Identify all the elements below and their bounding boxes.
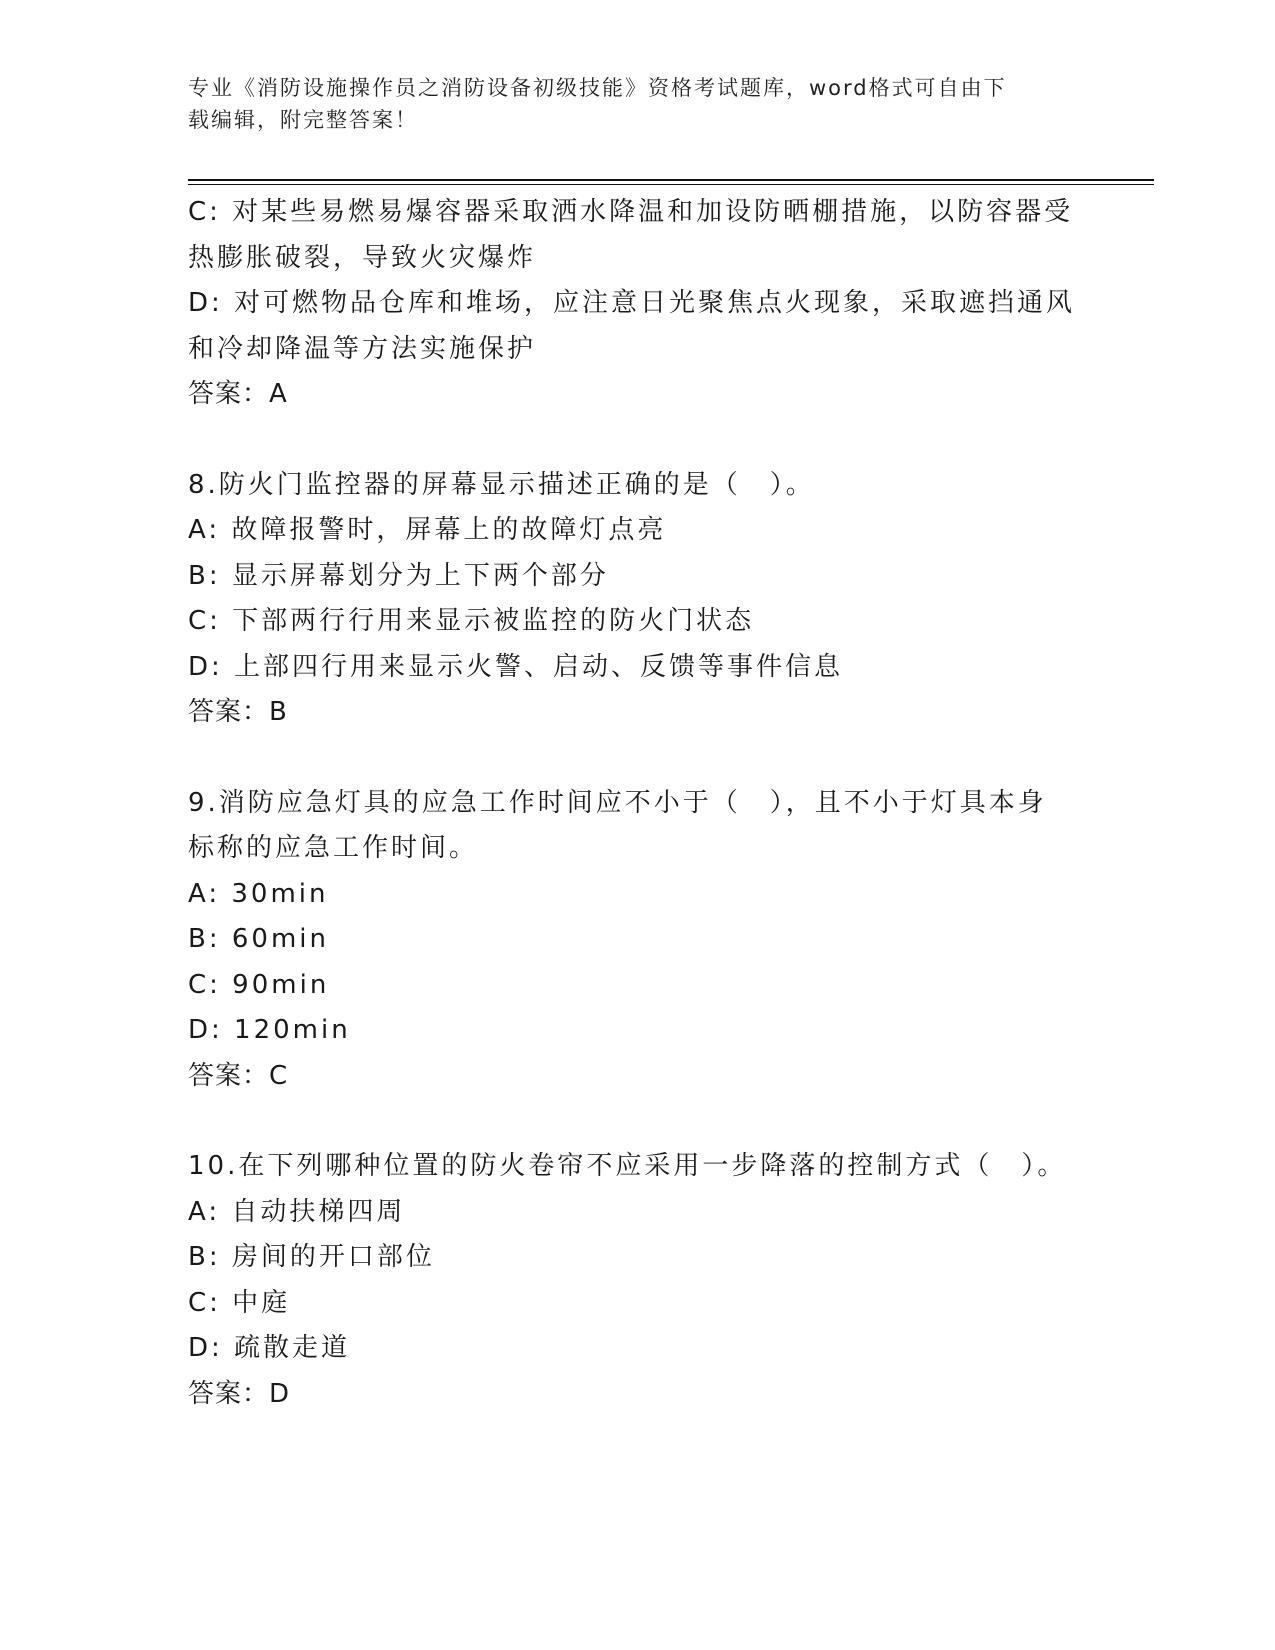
question-7-tail bbox=[188, 190, 1108, 418]
answer-8: 答案：B bbox=[188, 697, 288, 727]
question-8-text: 8.防火门监控器的屏幕显示描述正确的是（ ）。 bbox=[188, 469, 815, 500]
question-8 bbox=[188, 463, 1108, 736]
option-b: B: 显示屏幕划分为上下两个部分 bbox=[188, 560, 609, 591]
option-d: D: 上部四行用来显示火警、启动、反馈等事件信息 bbox=[188, 651, 844, 682]
question-9 bbox=[188, 781, 1108, 1100]
option-d-line-2: 和冷却降温等方法实施保护 bbox=[188, 333, 537, 364]
answer-10: 答案：D bbox=[188, 1378, 291, 1409]
option-c: C: 下部两行行用来显示被监控的防火门状态 bbox=[188, 606, 755, 636]
spacer bbox=[188, 418, 1108, 463]
option-b: B: 60min bbox=[188, 924, 329, 954]
option-c-line-2: 热膨胀破裂，导致火灾爆炸 bbox=[188, 242, 537, 273]
option-a: A: 故障报警时，屏幕上的故障灯点亮 bbox=[188, 515, 667, 545]
header-line-2: 载编辑，附完整答案！ bbox=[188, 108, 418, 132]
option-d: D: 疏散走道 bbox=[188, 1333, 351, 1363]
option-d: D: 120min bbox=[188, 1015, 351, 1045]
option-c-line-1: C: 对某些易燃易爆容器采取洒水降温和加设防晒棚措施，以防容器受 bbox=[188, 197, 1074, 227]
header-line-1: 专业《消防设施操作员之消防设备初级技能》资格考试题库，word格式可自由下 bbox=[188, 76, 1007, 100]
spacer bbox=[188, 1099, 1108, 1144]
question-10-text: 10.在下列哪种位置的防火卷帘不应采用一步降落的控制方式（ ）。 bbox=[188, 1151, 1067, 1181]
question-9-text-line-1: 9.消防应急灯具的应急工作时间应不小于（ ），且不小于灯具本身 bbox=[188, 787, 1047, 818]
answer-7: 答案：A bbox=[188, 379, 288, 409]
option-c: C: 90min bbox=[188, 969, 330, 1000]
spacer bbox=[188, 736, 1108, 781]
option-c: C: 中庭 bbox=[188, 1287, 291, 1318]
question-10 bbox=[188, 1144, 1108, 1417]
header-divider-thin bbox=[188, 184, 1154, 185]
question-9-text-line-2: 标称的应急工作时间。 bbox=[188, 833, 479, 863]
header-divider-thick bbox=[188, 179, 1154, 181]
option-a: A: 30min bbox=[188, 878, 329, 909]
option-b: B: 房间的开口部位 bbox=[188, 1242, 435, 1272]
answer-9: 答案：C bbox=[188, 1060, 289, 1091]
question-list bbox=[188, 190, 1108, 1417]
document-header bbox=[188, 72, 1088, 136]
option-a: A: 自动扶梯四周 bbox=[188, 1196, 406, 1227]
option-d-line-1: D: 对可燃物品仓库和堆场，应注意日光聚焦点火现象，采取遮挡通风 bbox=[188, 288, 1076, 318]
